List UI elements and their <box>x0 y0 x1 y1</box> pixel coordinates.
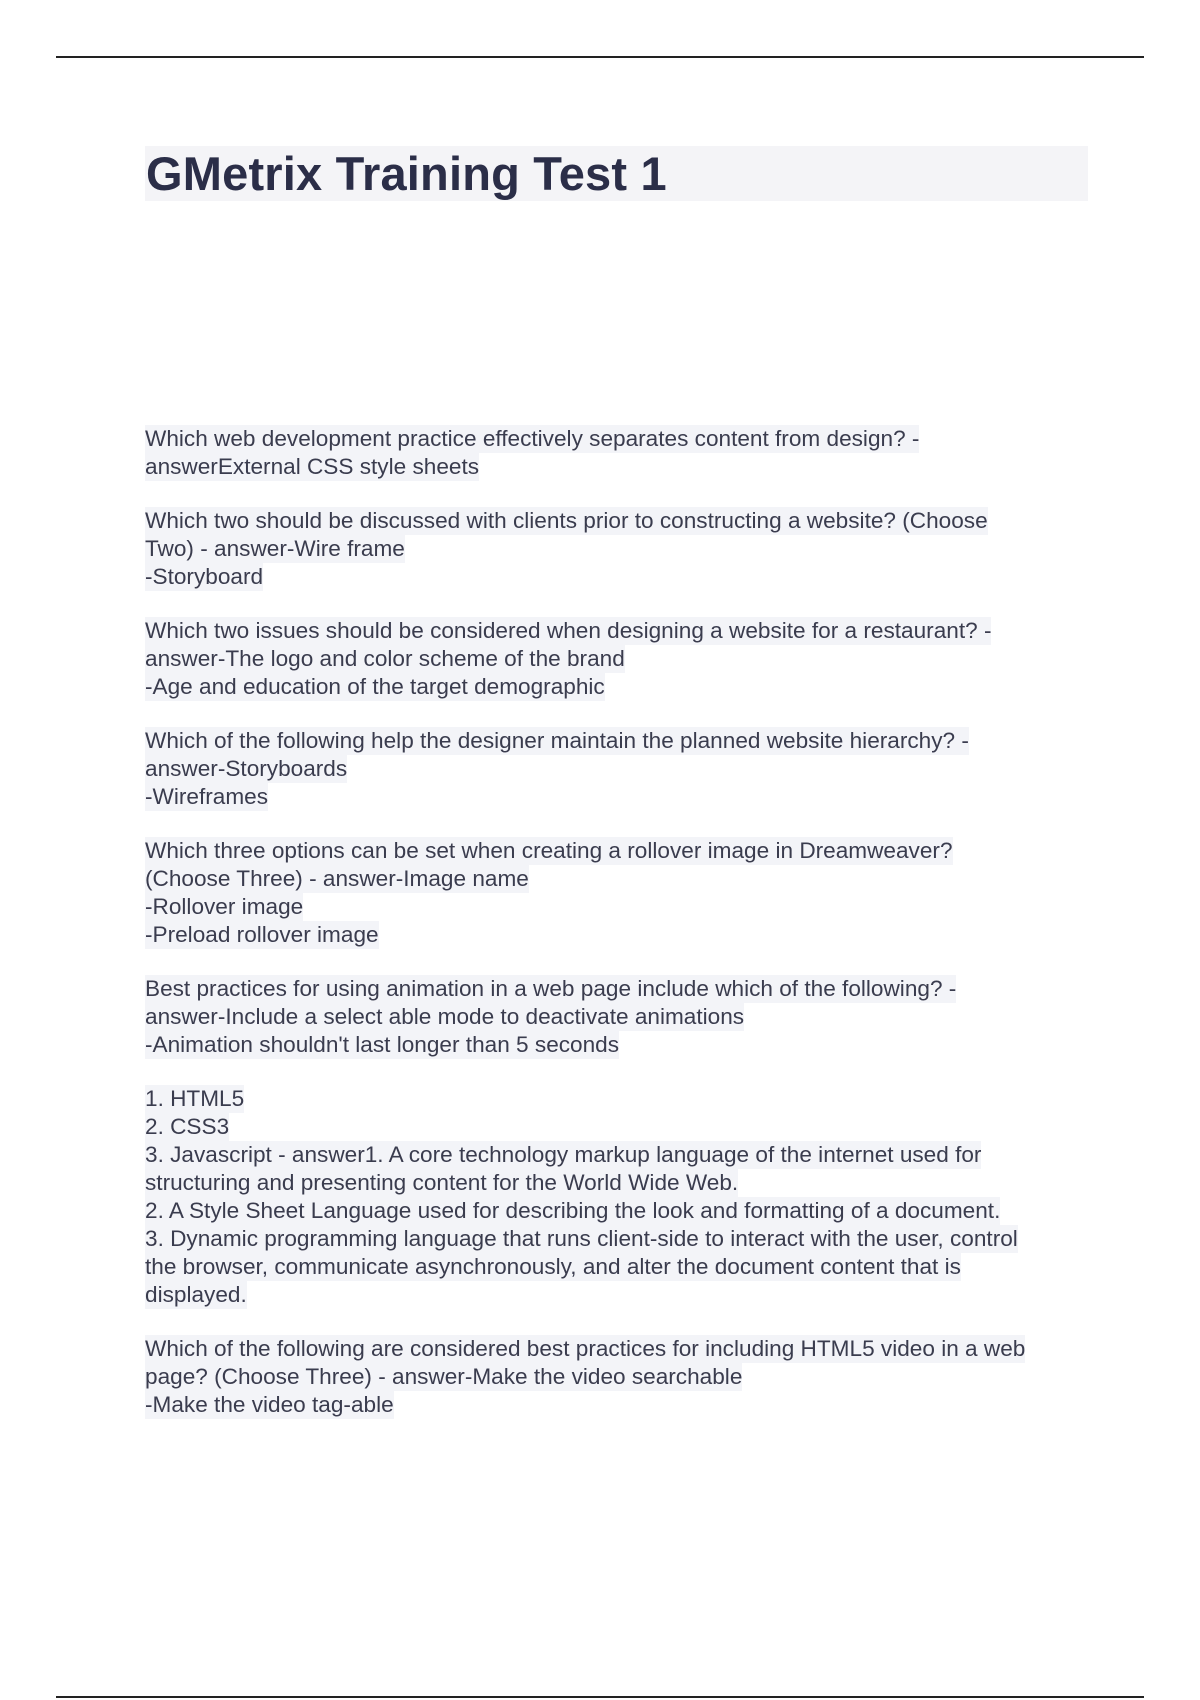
qa-line: 1. HTML5 <box>145 1086 245 1111</box>
header-rule <box>56 56 1144 58</box>
qa-line: -Wireframes <box>145 784 269 809</box>
qa-line: -Make the video tag-able <box>145 1392 394 1417</box>
qa-line: Which of the following are considered best practices for including HTML5 video in a web <box>145 1336 1026 1361</box>
qa-line: Which two issues should be considered when designing a website for a restaurant? - <box>145 618 992 643</box>
qa-line: 2. A Style Sheet Language used for describing the look and formatting of a document. <box>145 1198 1001 1223</box>
qa-line: Which two should be discussed with clients prior to constructing a website? (Choose <box>145 508 988 533</box>
qa-line: Which three options can be set when creating a rollover image in Dreamweaver? <box>145 838 953 863</box>
qa-line: -Animation shouldn't last longer than 5 seconds <box>145 1032 620 1057</box>
qa-line: Which of the following help the designer maintain the planned website hierarchy? - <box>145 728 969 753</box>
qa-line: 2. CSS3 <box>145 1114 230 1139</box>
qa-line: the browser, communicate asynchronously, and alter the document content that is <box>145 1254 961 1279</box>
qa-entry <box>145 975 1090 1059</box>
qa-line: displayed. <box>145 1282 247 1307</box>
qa-line: -Storyboard <box>145 564 264 589</box>
qa-line: answer-Include a select able mode to deactivate animations <box>145 1004 745 1029</box>
document-title: GMetrix Training Test 1 <box>146 147 667 200</box>
qa-entry <box>145 837 1090 949</box>
qa-line: -Age and education of the target demographic <box>145 674 605 699</box>
qa-entry <box>145 1085 1090 1309</box>
qa-line: Two) - answer-Wire frame <box>145 536 405 561</box>
qa-line: page? (Choose Three) - answer-Make the video searchable <box>145 1364 743 1389</box>
qa-entry <box>145 727 1090 811</box>
footer-rule <box>56 1696 1144 1698</box>
qa-line: answer-Storyboards <box>145 756 348 781</box>
qa-line: -Preload rollover image <box>145 922 379 947</box>
qa-line: structuring and presenting content for the World Wide Web. <box>145 1170 739 1195</box>
qa-line: 3. Dynamic programming language that runs client-side to interact with the user, control <box>145 1226 1018 1251</box>
qa-entry <box>145 507 1090 591</box>
qa-entry <box>145 617 1090 701</box>
qa-line: answer-The logo and color scheme of the brand <box>145 646 625 671</box>
question-answer-list <box>145 425 1090 1445</box>
qa-line: (Choose Three) - answer-Image name <box>145 866 529 891</box>
qa-line: -Rollover image <box>145 894 304 919</box>
qa-entry <box>145 1335 1090 1419</box>
qa-line: 3. Javascript - answer1. A core technology markup language of the internet used for <box>145 1142 982 1167</box>
qa-line: Best practices for using animation in a web page include which of the following? - <box>145 976 957 1001</box>
qa-entry <box>145 425 1090 481</box>
qa-line: answerExternal CSS style sheets <box>145 454 480 479</box>
qa-line: Which web development practice effectively separates content from design? - <box>145 426 920 451</box>
